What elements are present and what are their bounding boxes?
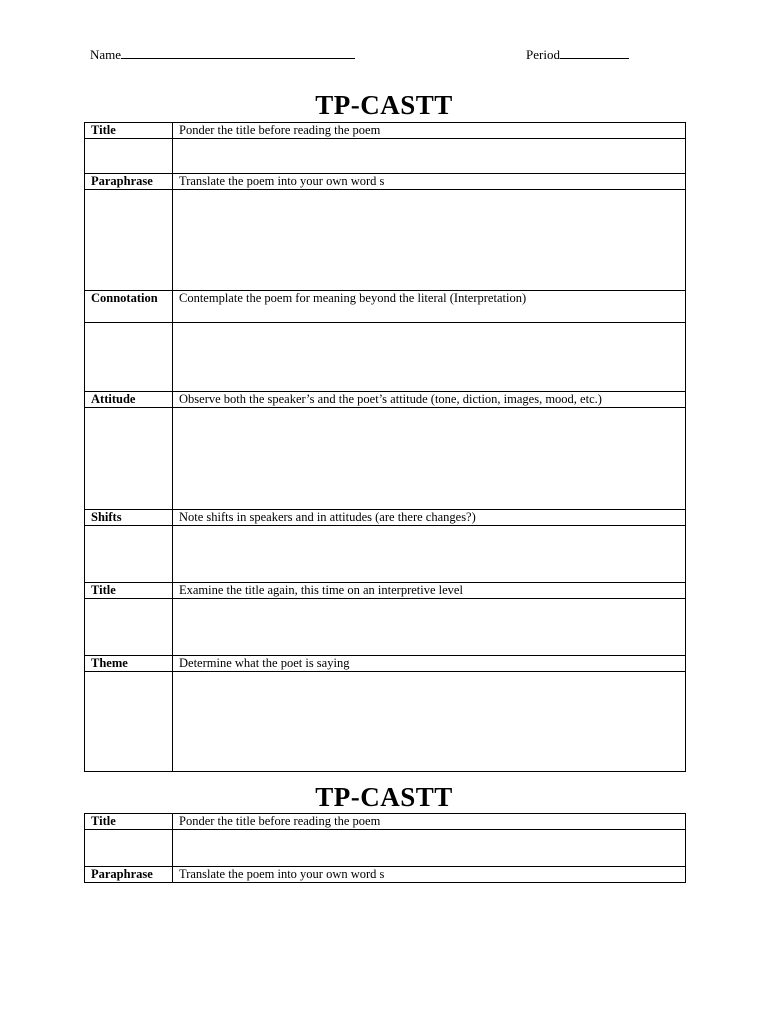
- row-description: Ponder the title before reading the poem: [173, 814, 686, 830]
- row-description: Examine the title again, this time on an interpretive level: [173, 583, 686, 599]
- row-term: Title: [85, 814, 173, 830]
- row-description: Contemplate the poem for meaning beyond the literal (Interpretation): [173, 291, 686, 323]
- answer-cell[interactable]: [173, 830, 686, 867]
- answer-cell-term[interactable]: [85, 323, 173, 392]
- row-term: Shifts: [85, 510, 173, 526]
- answer-cell[interactable]: [173, 526, 686, 583]
- answer-row: [85, 408, 686, 510]
- table-row: [85, 814, 686, 830]
- table-row: [85, 291, 686, 323]
- answer-row: [85, 139, 686, 174]
- name-field[interactable]: [90, 46, 355, 63]
- row-description: Translate the poem into your own word s: [173, 174, 686, 190]
- answer-cell[interactable]: [173, 323, 686, 392]
- table-row: [85, 510, 686, 526]
- answer-cell-term[interactable]: [85, 139, 173, 174]
- row-term: Connotation: [85, 291, 173, 323]
- worksheet-1-table: [84, 122, 686, 772]
- row-description: Observe both the speaker’s and the poet’s attitude (tone, diction, images, mood, etc.): [173, 392, 686, 408]
- worksheet-2-table: [84, 813, 686, 883]
- answer-row: [85, 190, 686, 291]
- row-term: Paraphrase: [85, 867, 173, 883]
- worksheet-2-title: TP-CASTT: [315, 782, 453, 812]
- answer-cell-term[interactable]: [85, 599, 173, 656]
- answer-row: [85, 672, 686, 772]
- header: [90, 46, 650, 64]
- row-term: Theme: [85, 656, 173, 672]
- row-description: Note shifts in speakers and in attitudes (are there changes?): [173, 510, 686, 526]
- row-term: Attitude: [85, 392, 173, 408]
- period-field[interactable]: [526, 46, 629, 63]
- answer-cell[interactable]: [173, 408, 686, 510]
- period-label: Period: [526, 47, 560, 62]
- table-row: [85, 174, 686, 190]
- row-description: Ponder the title before reading the poem: [173, 123, 686, 139]
- period-blank-line[interactable]: [560, 46, 629, 59]
- answer-cell[interactable]: [173, 190, 686, 291]
- table-row: [85, 583, 686, 599]
- name-label: Name: [90, 47, 122, 62]
- row-term: Title: [85, 583, 173, 599]
- worksheet-1-title: TP-CASTT: [315, 90, 453, 120]
- answer-cell-term[interactable]: [85, 672, 173, 772]
- answer-cell[interactable]: [173, 672, 686, 772]
- answer-cell-term[interactable]: [85, 190, 173, 291]
- answer-row: [85, 323, 686, 392]
- answer-row: [85, 599, 686, 656]
- answer-row: [85, 526, 686, 583]
- answer-cell-term[interactable]: [85, 830, 173, 867]
- table-row: [85, 392, 686, 408]
- row-description: Determine what the poet is saying: [173, 656, 686, 672]
- answer-cell[interactable]: [173, 599, 686, 656]
- row-term: Title: [85, 123, 173, 139]
- name-blank-line[interactable]: [121, 46, 355, 59]
- row-term: Paraphrase: [85, 174, 173, 190]
- table-row: [85, 867, 686, 883]
- table-row: [85, 656, 686, 672]
- table-row: [85, 123, 686, 139]
- answer-cell-term[interactable]: [85, 526, 173, 583]
- row-description: Translate the poem into your own word s: [173, 867, 686, 883]
- answer-cell[interactable]: [173, 139, 686, 174]
- answer-cell-term[interactable]: [85, 408, 173, 510]
- answer-row: [85, 830, 686, 867]
